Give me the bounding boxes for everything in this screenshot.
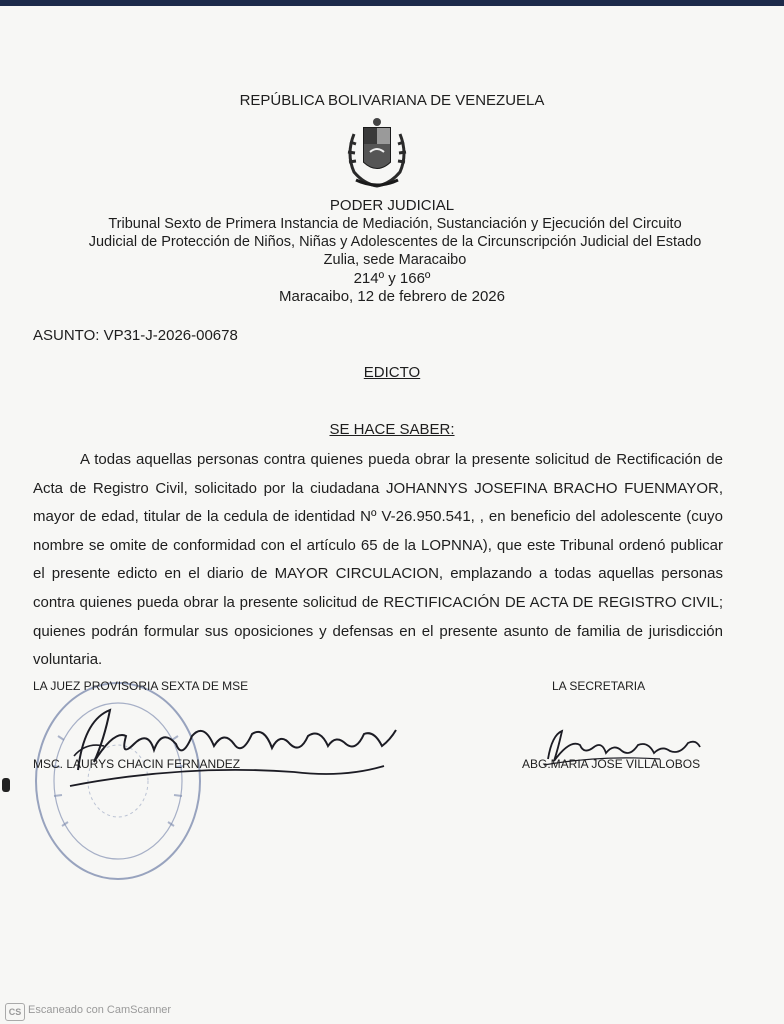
place-date: Maracaibo, 12 de febrero de 2026 (279, 288, 505, 305)
camscanner-logo-icon: CS (5, 1003, 25, 1021)
document-title (0, 364, 784, 381)
judge-signature (64, 700, 404, 790)
court-line: Zulia, sede Maracaibo (323, 252, 467, 268)
edict-body: A todas aquellas personas contra quienes pueda obrar la presente solicitud de Rectificación de Acta de Registro Civil, solicitado por la ciudadana JOHANNYS JOSEFINA BRACHO FUENMAYOR, mayor de edad, titular de la cedula de identidad Nº V-26.950.541, , en beneficio del adolescente (cuyo nombre se omite de conformidad con el artículo 65 de la LOPNNA), que este Tribunal ordenó publicar el presente edicto en el diario de MAYOR CIRCULACION, emplazando a todas aquellas personas contra quienes pueda obrar la presente solicitud de RECTIFICACIÓN DE ACTA DE REGISTRO CIVIL; quienes podrán formular sus oposiciones y defensas en el presente asunto de familia de jurisdicción voluntaria. (33, 451, 723, 669)
court-name (30, 215, 760, 269)
scanner-watermark: Escaneado con CamScanner (28, 1004, 172, 1016)
scan-edge-mark (2, 778, 10, 792)
announcement (0, 421, 784, 438)
judge-name: MSC. LAURYS CHACIN FERNANDEZ (33, 757, 241, 771)
judge-title: LA JUEZ PROVISORIA SEXTA DE MSE (33, 679, 249, 693)
announcement-text: SE HACE SABER: (329, 421, 455, 438)
court-line: Judicial de Protección de Niños, Niñas y Adolescentes de la Circunscripción Judicial del Estado (88, 234, 702, 250)
case-number: ASUNTO: VP31-J-2026-00678 (33, 327, 238, 344)
court-line: Tribunal Sexto de Primera Instancia de Mediación, Sustanciación y Ejecución del Circuito (108, 216, 682, 232)
secretary-title: LA SECRETARIA (552, 679, 646, 693)
years-line: 214º y 166º (353, 270, 431, 287)
republic-heading: REPÚBLICA BOLIVARIANA DE VENEZUELA (239, 92, 545, 109)
scan-top-edge (0, 0, 784, 6)
coat-of-arms-icon (340, 114, 414, 190)
secretary-name: ABG.MARIA JOSE VILLALOBOS (522, 757, 701, 771)
document-title-text: EDICTO (363, 364, 421, 381)
judicial-branch: PODER JUDICIAL (329, 197, 455, 214)
